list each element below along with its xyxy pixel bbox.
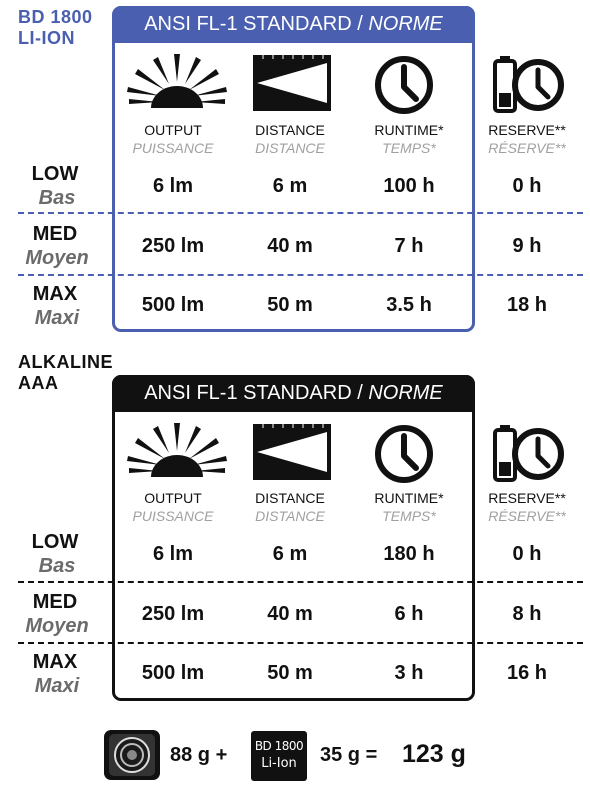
alkaline-row-divider (18, 642, 583, 644)
battery-clock-icon (492, 424, 566, 484)
liion-max-output: 500 lm (141, 294, 205, 316)
alkaline-header-text: ANSI FL-1 STANDARD (144, 382, 352, 404)
liion-col-distance (235, 121, 345, 157)
alkaline-max-reserve: 16 h (506, 662, 548, 684)
alkaline-max-output: 500 lm (141, 662, 205, 684)
battery-pack-icon (251, 731, 307, 781)
headlamp-icon (103, 729, 161, 781)
sun-icon (125, 421, 229, 483)
liion-col-output (118, 121, 228, 157)
liion-med-runtime: 7 h (394, 235, 424, 257)
clock-icon (374, 424, 434, 484)
liion-section-title (18, 7, 93, 49)
liion-row-max-fr: Maxi (34, 307, 80, 329)
alkaline-row-med-label: MED (32, 591, 78, 613)
liion-med-reserve: 9 h (512, 235, 542, 257)
liion-col-reserve (472, 121, 582, 157)
alkaline-max-runtime: 3 h (394, 662, 424, 684)
liion-col-output-en: OUTPUT (144, 122, 202, 138)
alkaline-med-distance: 40 m (267, 603, 313, 625)
liion-header-sep: / (351, 13, 369, 35)
liion-row-med-fr: Moyen (25, 247, 89, 269)
alkaline-row-max-label: MAX (32, 651, 78, 673)
alkaline-row-low-label: LOW (31, 531, 79, 553)
alkaline-col-output-fr: PUISSANCE (132, 508, 214, 524)
liion-col-runtime-fr: TEMPS* (382, 140, 436, 156)
liion-low-distance: 6 m (272, 175, 308, 197)
liion-low-runtime: 100 h (383, 175, 435, 197)
battery-pack-label-line2: Li-Ion (261, 756, 297, 771)
liion-med-output: 250 lm (141, 235, 205, 257)
liion-col-runtime (354, 121, 464, 157)
alkaline-header-norme: NORME (368, 382, 443, 404)
liion-max-runtime: 3.5 h (386, 294, 432, 316)
alkaline-med-reserve: 8 h (512, 603, 542, 625)
alkaline-row-low-fr: Bas (38, 555, 76, 577)
liion-row-low-fr: Bas (38, 187, 76, 209)
alkaline-col-reserve (472, 489, 582, 525)
liion-col-distance-en: DISTANCE (255, 122, 325, 138)
alkaline-title-line2: AAA (18, 373, 59, 393)
liion-title-line1: BD 1800 (18, 7, 93, 27)
total-weight: 123 g (402, 740, 466, 768)
sun-icon (125, 52, 229, 114)
battery-pack-label-line1: BD 1800 (254, 739, 304, 753)
alkaline-med-output: 250 lm (141, 603, 205, 625)
alkaline-low-distance: 6 m (272, 543, 308, 565)
alkaline-row-divider (18, 581, 583, 583)
clock-icon (374, 55, 434, 115)
alkaline-section-title (18, 352, 113, 394)
liion-row-low-label: LOW (31, 163, 79, 185)
liion-max-distance: 50 m (267, 294, 313, 316)
liion-col-runtime-en: RUNTIME* (374, 122, 444, 138)
alkaline-col-runtime (354, 489, 464, 525)
liion-col-reserve-en: RESERVE** (488, 122, 566, 138)
liion-row-divider (18, 274, 583, 276)
alkaline-col-runtime-en: RUNTIME* (374, 490, 444, 506)
liion-col-distance-fr: DISTANCE (255, 140, 325, 156)
liion-row-max-label: MAX (32, 283, 78, 305)
alkaline-med-runtime: 6 h (394, 603, 424, 625)
alkaline-col-reserve-fr: RÉSERVE** (488, 508, 566, 524)
liion-row-divider (18, 212, 583, 214)
liion-row-med-label: MED (32, 223, 78, 245)
alkaline-col-distance-fr: DISTANCE (255, 508, 325, 524)
liion-header-text: ANSI FL-1 STANDARD (144, 13, 352, 35)
alkaline-low-reserve: 0 h (512, 543, 542, 565)
liion-med-distance: 40 m (267, 235, 313, 257)
alkaline-low-output: 6 lm (152, 543, 194, 565)
liion-low-output: 6 lm (152, 175, 194, 197)
alkaline-col-runtime-fr: TEMPS* (382, 508, 436, 524)
alkaline-row-med-fr: Moyen (25, 615, 89, 637)
headlamp-weight: 88 g + (170, 744, 228, 766)
alkaline-col-distance (235, 489, 345, 525)
liion-header-norme: NORME (368, 13, 443, 35)
alkaline-header-sep: / (351, 382, 369, 404)
alkaline-col-output (118, 489, 228, 525)
alkaline-title-line1: ALKALINE (18, 352, 113, 372)
battery-weight: 35 g = (320, 744, 378, 766)
alkaline-col-reserve-en: RESERVE** (488, 490, 566, 506)
beam-distance-icon (253, 55, 331, 111)
liion-col-reserve-fr: RÉSERVE** (488, 140, 566, 156)
beam-distance-icon (253, 424, 331, 480)
liion-max-reserve: 18 h (506, 294, 548, 316)
alkaline-max-distance: 50 m (267, 662, 313, 684)
alkaline-low-runtime: 180 h (383, 543, 435, 565)
liion-title-line2: LI-ION (18, 28, 75, 48)
liion-low-reserve: 0 h (512, 175, 542, 197)
alkaline-row-max-fr: Maxi (34, 675, 80, 697)
alkaline-col-distance-en: DISTANCE (255, 490, 325, 506)
alkaline-col-output-en: OUTPUT (144, 490, 202, 506)
battery-clock-icon (492, 55, 566, 115)
liion-col-output-fr: PUISSANCE (132, 140, 214, 156)
